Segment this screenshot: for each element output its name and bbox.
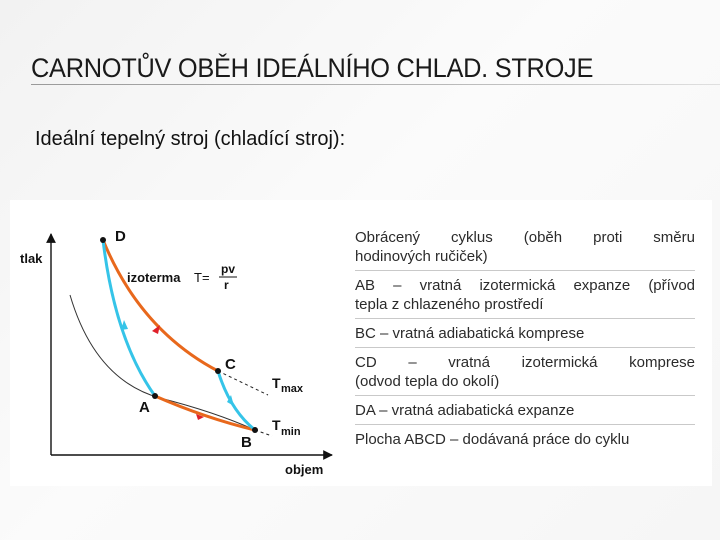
formula-prefix: T= — [194, 270, 210, 285]
legend-line: hodinových ručiček) — [355, 248, 488, 265]
tmax-label: T — [272, 375, 281, 391]
legend-item-bc — [355, 318, 695, 347]
legend-line: DA – vratná adiabatická expanze — [355, 402, 575, 419]
point-d-dot — [100, 237, 106, 243]
axis-y-label: tlak — [20, 251, 43, 266]
tmin-label: T — [272, 417, 281, 433]
tmin-subscript: min — [281, 426, 301, 438]
point-b-dot — [252, 427, 258, 433]
slide-subtitle: Ideální tepelný stroj (chladící stroj): — [35, 128, 346, 150]
legend-line: (odvod tepla do okolí) — [355, 373, 500, 390]
legend-line: CD – vratná izotermická komprese — [355, 354, 695, 371]
legend-line: AB – vratná izotermická expanze (přívod — [355, 277, 695, 294]
formula-denominator: r — [224, 278, 229, 292]
legend-item-da — [355, 395, 695, 424]
legend-item-cycle — [355, 226, 695, 270]
legend-line: Plocha ABCD – dodávaná práce do cyklu — [355, 431, 630, 448]
arrow-dc-icon — [152, 325, 160, 334]
cycle-legend — [355, 226, 695, 453]
legend-item-area — [355, 424, 695, 453]
slide-title: CARNOTŮV OBĚH IDEÁLNÍHO CHLAD. STROJE — [31, 53, 594, 83]
axis-x-label: objem — [285, 462, 324, 477]
legend-line: BC – vratná adiabatická komprese — [355, 325, 585, 342]
point-d-label: D — [115, 228, 126, 245]
point-a-dot — [152, 393, 158, 399]
adiabat-da — [103, 240, 155, 396]
legend-item-ab — [355, 270, 695, 318]
point-b-label: B — [241, 434, 252, 451]
legend-line: Obrácený cyklus (oběh proti směru — [355, 229, 695, 246]
point-c-label: C — [225, 356, 236, 373]
point-a-label: A — [139, 399, 150, 416]
formula-numerator: pv — [221, 262, 236, 276]
legend-line: tepla z chlazeného prostředí — [355, 296, 544, 313]
isotherm-label: izoterma — [127, 270, 181, 285]
legend-item-cd — [355, 347, 695, 395]
point-c-dot — [215, 368, 221, 374]
isotherm-dc — [103, 240, 218, 371]
tmax-subscript: max — [281, 383, 304, 395]
